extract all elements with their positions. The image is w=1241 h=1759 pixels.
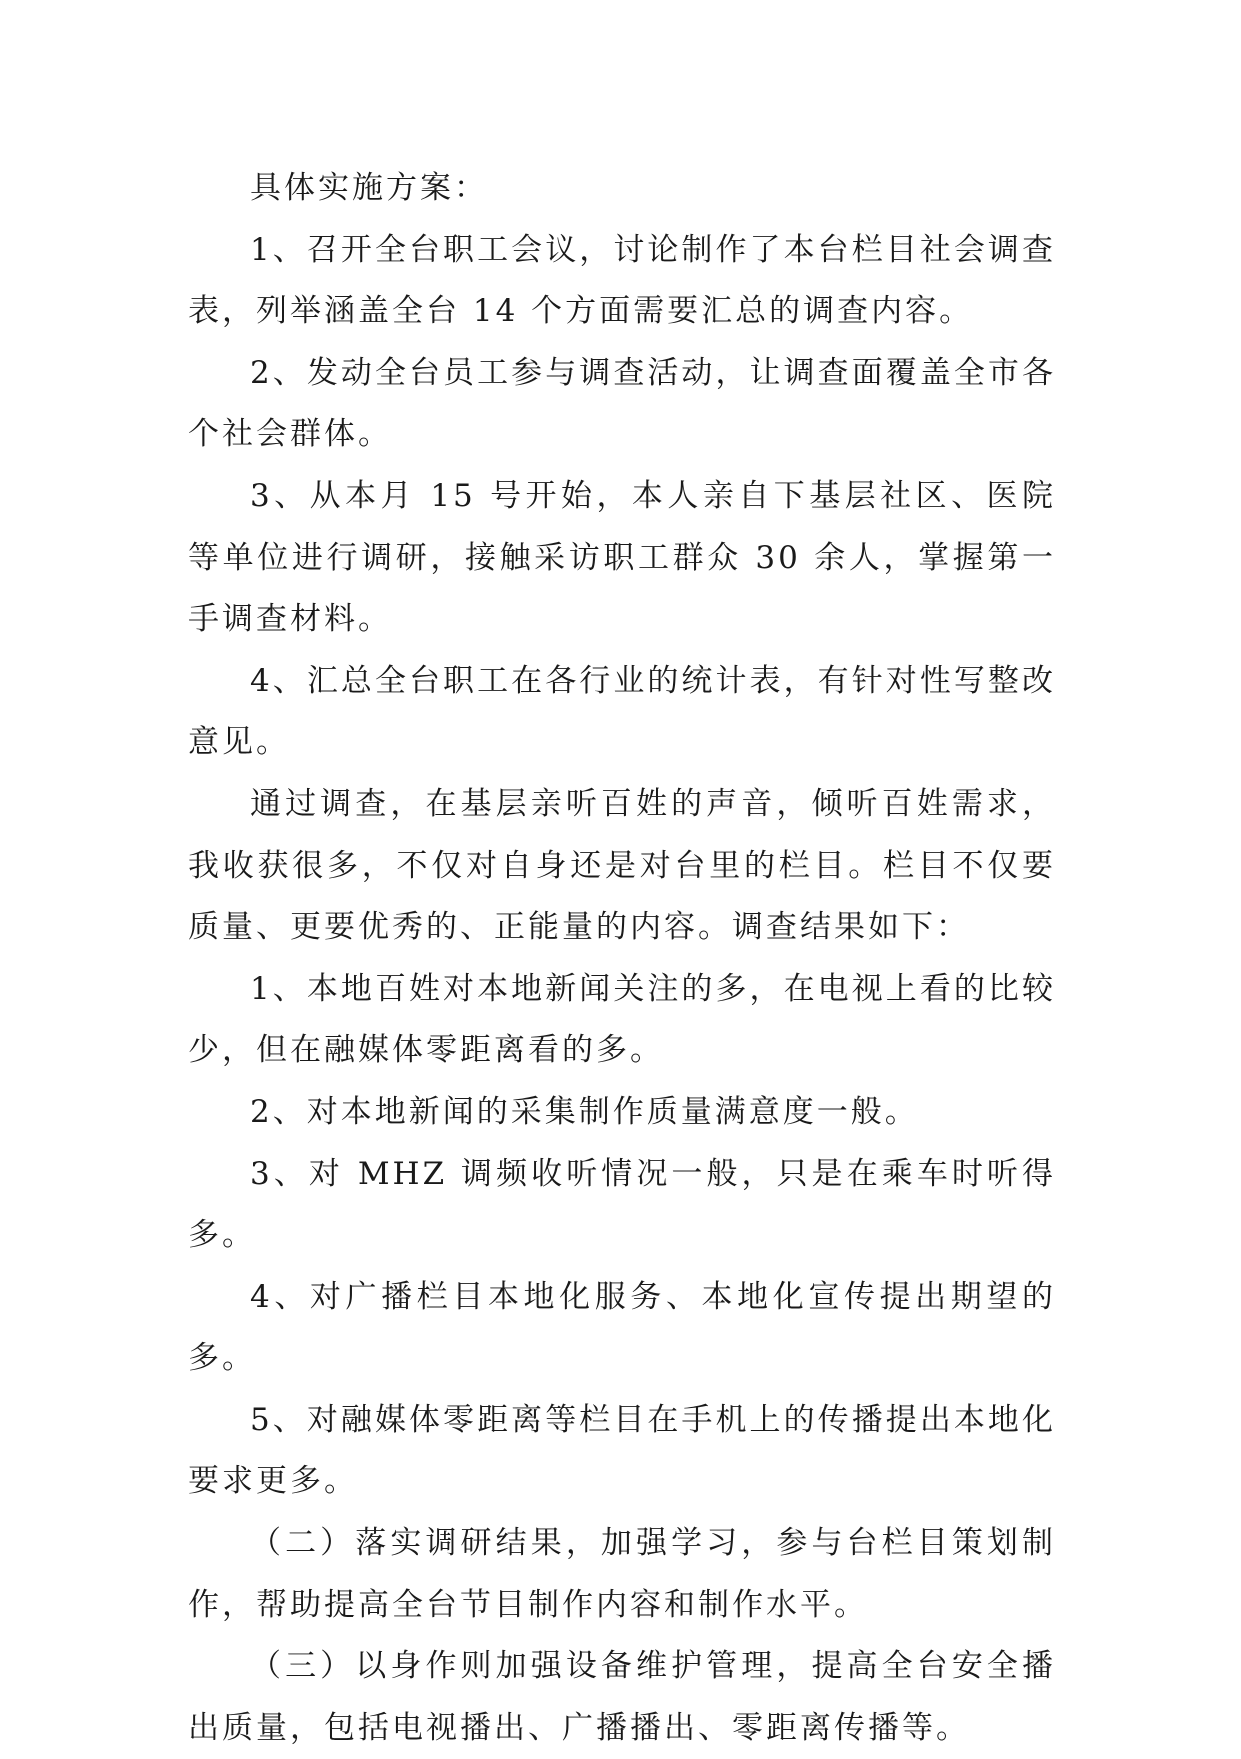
paragraph-section-three: （三）以身作则加强设备维护管理，提高全台安全播出质量，包括电视播出、广播播出、零距离传播等。 bbox=[188, 1648, 1056, 1746]
paragraph-result-item-5: 5、对融媒体零距离等栏目在手机上的传播提出本地化要求更多。 bbox=[188, 1401, 1056, 1500]
paragraph-plan-item-3: 3、从本月 15 号开始，本人亲自下基层社区、医院等单位进行调研，接触采访职工群众 30 余人，掌握第一手调查材料。 bbox=[188, 477, 1056, 638]
paragraph-result-item-3: 3、对 MHZ 调频收听情况一般，只是在乘车时听得多。 bbox=[188, 1155, 1056, 1254]
document-body bbox=[188, 158, 1056, 1759]
paragraph-plan-item-2: 2、发动全台员工参与调查活动，让调查面覆盖全市各个社会群体。 bbox=[188, 354, 1056, 453]
paragraph-section-two: （二）落实调研结果，加强学习，参与台栏目策划制作，帮助提高全台节目制作内容和制作水平。 bbox=[188, 1525, 1056, 1623]
paragraph-implementation-heading: 具体实施方案： bbox=[250, 170, 488, 206]
paragraph-result-item-1: 1、本地百姓对本地新闻关注的多，在电视上看的比较少，但在融媒体零距离看的多。 bbox=[188, 970, 1056, 1069]
paragraph-plan-item-4: 4、汇总全台职工在各行业的统计表，有针对性写整改意见。 bbox=[188, 662, 1056, 761]
paragraph-result-item-4: 4、对广播栏目本地化服务、本地化宣传提出期望的多。 bbox=[188, 1278, 1056, 1377]
paragraph-plan-item-1: 1、召开全台职工会议，讨论制作了本台栏目社会调查表，列举涵盖全台 14 个方面需要汇总的调查内容。 bbox=[188, 231, 1056, 330]
paragraph-survey-summary: 通过调查，在基层亲听百姓的声音，倾听百姓需求，我收获很多，不仅对自身还是对台里的栏目。栏目不仅要质量、更要优秀的、正能量的内容。调查结果如下： bbox=[188, 785, 1056, 946]
paragraph-result-item-2: 2、对本地新闻的采集制作质量满意度一般。 bbox=[250, 1093, 919, 1130]
